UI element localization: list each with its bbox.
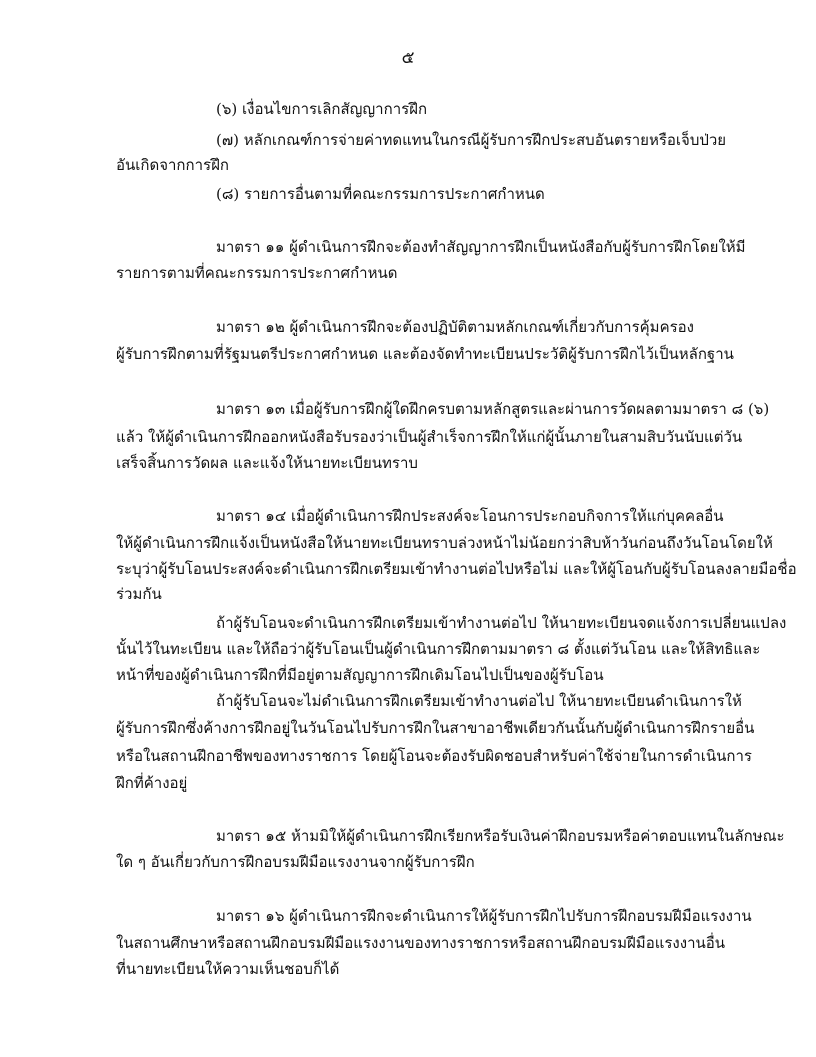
section-line: มาตรา ๑๖ ผู้ดำเนินการฝึกจะดำเนินการให้ผู้รับการฝึกไปรับการฝึกอบรมฝีมือแรงงาน	[216, 907, 752, 925]
text-line: ร่วมกัน	[116, 585, 162, 603]
section-line: มาตรา ๑๑ ผู้ดำเนินการฝึกจะต้องทำสัญญาการฝึกเป็นหนังสือกับผู้รับการฝึกโดยให้มี	[216, 238, 746, 256]
text-line: ในสถานศึกษาหรือสถานฝึกอบรมฝีมือแรงงานของทางราชการหรือสถานฝึกอบรมฝีมือแรงงานอื่น	[116, 934, 726, 952]
text-line: อันเกิดจากการฝึก	[116, 156, 229, 174]
section-line: มาตรา ๑๓ เมื่อผู้รับการฝึกผู้ใดฝึกครบตามหลักสูตรและผ่านการวัดผลตามมาตรา ๘ (๖)	[216, 400, 770, 418]
text-line: หรือในสถานฝึกอาชีพของทางราชการ โดยผู้โอนจะต้องรับผิดชอบสำหรับค่าใช้จ่ายในการดำเนินการ	[116, 747, 752, 765]
text-line: ใด ๆ อันเกี่ยวกับการฝึกอบรมฝีมือแรงงานจากผู้รับการฝึก	[116, 853, 475, 871]
text-line: ผู้รับการฝึกตามที่รัฐมนตรีประกาศกำหนด และต้องจัดทำทะเบียนประวัติผู้รับการฝึกไว้เป็นหลักฐาน	[116, 345, 734, 363]
text-line: (๗) หลักเกณฑ์การจ่ายค่าทดแทนในกรณีผู้รับการฝึกประสบอันตรายหรือเจ็บป่วย	[216, 131, 727, 149]
text-line: (๖) เงื่อนไขการเลิกสัญญาการฝึก	[216, 100, 428, 118]
text-line: แล้ว ให้ผู้ดำเนินการฝึกออกหนังสือรับรองว่าเป็นผู้สำเร็จการฝึกให้แก่ผู้นั้นภายในสามสิบวันนับแต่วัน	[116, 428, 743, 446]
text-line: รายการตามที่คณะกรรมการประกาศกำหนด	[116, 264, 398, 282]
section-line: มาตรา ๑๔ เมื่อผู้ดำเนินการฝึกประสงค์จะโอนการประกอบกิจการให้แก่บุคคลอื่น	[216, 507, 724, 525]
page-number: ๕	[401, 48, 415, 68]
text-line: นั้นไว้ในทะเบียน และให้ถือว่าผู้รับโอนเป็นผู้ดำเนินการฝึกตามมาตรา ๘ ตั้งแต่วันโอน และให้สิทธิและ	[116, 640, 761, 658]
section-line: มาตรา ๑๒ ผู้ดำเนินการฝึกจะต้องปฏิบัติตามหลักเกณฑ์เกี่ยวกับการคุ้มครอง	[216, 318, 694, 336]
text-line: ฝึกที่ค้างอยู่	[116, 774, 188, 792]
text-line: ถ้าผู้รับโอนจะไม่ดำเนินการฝึกเตรียมเข้าทำงานต่อไป ให้นายทะเบียนดำเนินการให้	[216, 692, 742, 710]
text-line: ระบุว่าผู้รับโอนประสงค์จะดำเนินการฝึกเตรียมเข้าทำงานต่อไปหรือไม่ และให้ผู้โอนกับผู้รับโอนลงลายมือชื่อ	[116, 560, 797, 578]
text-line: ให้ผู้ดำเนินการฝึกแจ้งเป็นหนังสือให้นายทะเบียนทราบล่วงหน้าไม่น้อยกว่าสิบห้าวันก่อนถึงวันโอนโดยให้	[116, 534, 773, 552]
section-line: มาตรา ๑๕ ห้ามมิให้ผู้ดำเนินการฝึกเรียกหรือรับเงินค่าฝึกอบรมหรือค่าตอบแทนในลักษณะ	[216, 827, 785, 845]
text-line: ถ้าผู้รับโอนจะดำเนินการฝึกเตรียมเข้าทำงานต่อไป ให้นายทะเบียนจดแจ้งการเปลี่ยนแปลง	[216, 614, 787, 632]
text-line: ที่นายทะเบียนให้ความเห็นชอบก็ได้	[116, 960, 340, 978]
text-line: (๘) รายการอื่นตามที่คณะกรรมการประกาศกำหนด	[216, 185, 545, 203]
text-line: หน้าที่ของผู้ดำเนินการฝึกที่มีอยู่ตามสัญญาการฝึกเดิมโอนไปเป็นของผู้รับโอน	[116, 666, 604, 684]
text-line: ผู้รับการฝึกซึ่งค้างการฝึกอยู่ในวันโอนไปรับการฝึกในสาขาอาชีพเดียวกันนั้นกับผู้ดำเนินการฝึกรายอื่น	[116, 719, 755, 737]
text-line: เสร็จสิ้นการวัดผล และแจ้งให้นายทะเบียนทราบ	[116, 454, 418, 472]
